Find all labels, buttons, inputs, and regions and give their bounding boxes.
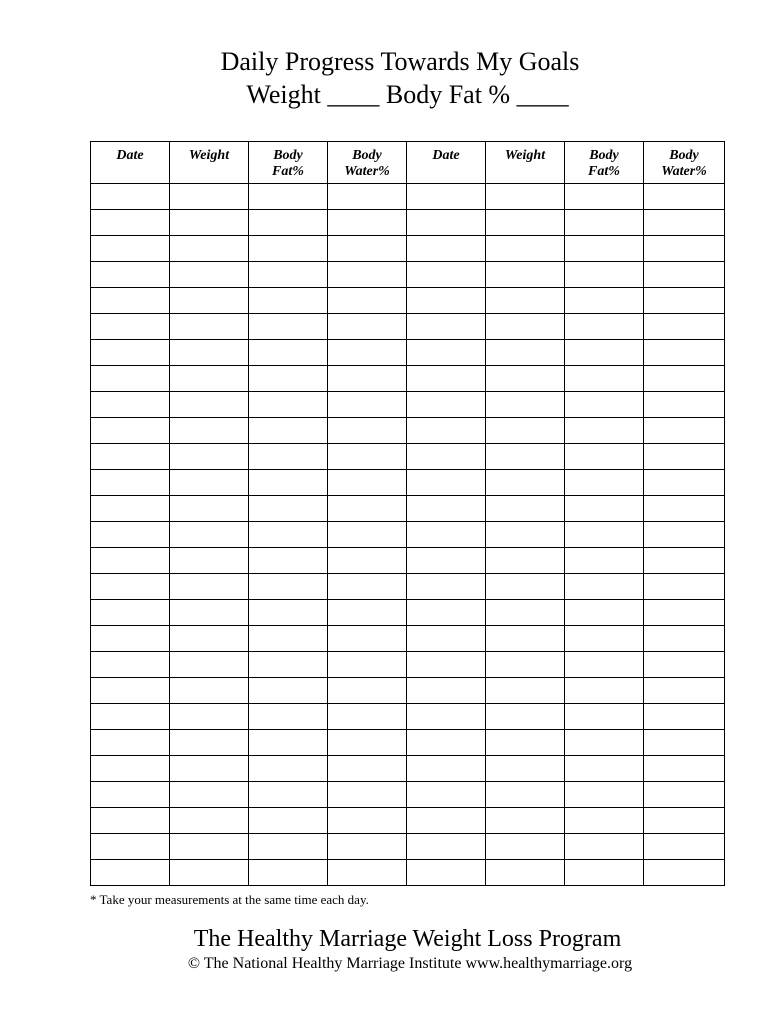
entry-cell[interactable] [644,652,725,678]
table-row [91,574,725,600]
entry-cell[interactable] [407,444,486,470]
table-row [91,652,725,678]
footnote: * Take your measurements at the same time each day. [90,892,369,907]
entry-cell[interactable] [565,730,644,756]
table-row [91,496,725,522]
entry-cell[interactable] [91,600,170,626]
progress-table [90,141,725,886]
entry-cell[interactable] [565,808,644,834]
entry-cell[interactable] [565,288,644,314]
entry-cell[interactable] [486,392,565,418]
entry-cell[interactable] [486,444,565,470]
col-header-label: Body [589,148,619,163]
entry-cell[interactable] [328,470,407,496]
entry-cell[interactable] [91,366,170,392]
table-row [91,600,725,626]
entry-cell[interactable] [249,600,328,626]
entry-cell[interactable] [486,496,565,522]
col-header-body-fat [249,142,328,184]
entry-cell[interactable] [644,470,725,496]
entry-cell[interactable] [486,574,565,600]
entry-cell[interactable] [249,496,328,522]
entry-cell[interactable] [170,340,249,366]
entry-cell[interactable] [249,652,328,678]
entry-cell[interactable] [644,340,725,366]
entry-cell[interactable] [91,782,170,808]
col-header-date [91,142,170,184]
entry-cell[interactable] [407,808,486,834]
entry-cell[interactable] [644,444,725,470]
program-name: The Healthy Marriage Weight Loss Program [193,926,622,952]
entry-cell[interactable] [486,366,565,392]
entry-cell[interactable] [644,600,725,626]
table-row [91,444,725,470]
entry-cell[interactable] [486,262,565,288]
table-row [91,288,725,314]
col-header-label: Body [669,148,699,163]
col-header-label: Water% [661,164,707,179]
entry-cell[interactable] [644,522,725,548]
entry-cell[interactable] [407,574,486,600]
entry-cell[interactable] [249,574,328,600]
goals-line: Weight ____ Body Fat % ____ [246,80,569,109]
table-row [91,314,725,340]
table-row [91,470,725,496]
entry-cell[interactable] [249,626,328,652]
entry-cell[interactable] [328,808,407,834]
entry-cell[interactable] [249,860,328,886]
entry-cell[interactable] [328,262,407,288]
entry-cell[interactable] [170,470,249,496]
entry-cell[interactable] [486,704,565,730]
entry-cell[interactable] [91,808,170,834]
table-row [91,366,725,392]
entry-cell[interactable] [328,548,407,574]
entry-cell[interactable] [328,288,407,314]
entry-cell[interactable] [91,522,170,548]
entry-cell[interactable] [249,548,328,574]
entry-cell[interactable] [328,860,407,886]
entry-cell[interactable] [407,314,486,340]
entry-cell[interactable] [486,184,565,210]
entry-cell[interactable] [91,652,170,678]
entry-cell[interactable] [407,288,486,314]
col-header-label: Fat% [588,164,620,179]
entry-cell[interactable] [486,808,565,834]
entry-cell[interactable] [249,470,328,496]
entry-cell[interactable] [91,288,170,314]
entry-cell[interactable] [407,470,486,496]
entry-cell[interactable] [170,756,249,782]
entry-cell[interactable] [407,392,486,418]
entry-cell[interactable] [565,470,644,496]
entry-cell[interactable] [565,704,644,730]
table-header-row [91,142,725,184]
entry-cell[interactable] [565,548,644,574]
col-header-weight [170,142,249,184]
entry-cell[interactable] [91,860,170,886]
table-row [91,548,725,574]
entry-cell[interactable] [328,704,407,730]
entry-cell[interactable] [486,834,565,860]
col-header-label: Weight [504,148,546,163]
copyright-line: © The National Healthy Marriage Institute www.healthymarriage.org [187,955,633,972]
table-row [91,834,725,860]
entry-cell[interactable] [170,782,249,808]
entry-cell[interactable] [486,626,565,652]
entry-cell[interactable] [91,262,170,288]
entry-cell[interactable] [328,392,407,418]
entry-cell[interactable] [486,314,565,340]
table-row [91,808,725,834]
entry-cell[interactable] [486,288,565,314]
entry-cell[interactable] [170,418,249,444]
entry-cell[interactable] [328,366,407,392]
entry-cell[interactable] [170,288,249,314]
entry-cell[interactable] [328,834,407,860]
entry-cell[interactable] [170,704,249,730]
page-title: Daily Progress Towards My Goals [220,47,580,76]
entry-cell[interactable] [170,444,249,470]
entry-cell[interactable] [407,678,486,704]
entry-cell[interactable] [565,522,644,548]
entry-cell[interactable] [644,730,725,756]
col-header-label: Date [432,148,460,163]
entry-cell[interactable] [249,392,328,418]
entry-cell[interactable] [565,626,644,652]
entry-cell[interactable] [644,626,725,652]
col-header-label: Date [116,148,144,163]
entry-cell[interactable] [486,236,565,262]
entry-cell[interactable] [170,496,249,522]
entry-cell[interactable] [328,574,407,600]
entry-cell[interactable] [249,418,328,444]
entry-cell[interactable] [644,574,725,600]
entry-cell[interactable] [170,262,249,288]
entry-cell[interactable] [170,522,249,548]
entry-cell[interactable] [644,392,725,418]
entry-cell[interactable] [565,782,644,808]
col-header-weight [486,142,565,184]
entry-cell[interactable] [91,574,170,600]
entry-cell[interactable] [91,626,170,652]
entry-cell[interactable] [249,444,328,470]
entry-cell[interactable] [91,444,170,470]
entry-cell[interactable] [328,236,407,262]
entry-cell[interactable] [91,184,170,210]
entry-cell[interactable] [565,496,644,522]
entry-cell[interactable] [91,756,170,782]
entry-cell[interactable] [170,834,249,860]
entry-cell[interactable] [170,184,249,210]
entry-cell[interactable] [328,210,407,236]
col-header-label: Weight [188,148,230,163]
table-row [91,756,725,782]
entry-cell[interactable] [486,730,565,756]
entry-cell[interactable] [644,236,725,262]
entry-cell[interactable] [328,756,407,782]
entry-cell[interactable] [407,730,486,756]
entry-cell[interactable] [644,366,725,392]
entry-cell[interactable] [565,600,644,626]
entry-cell[interactable] [486,418,565,444]
entry-cell[interactable] [170,392,249,418]
entry-cell[interactable] [91,834,170,860]
col-header-label: Fat% [272,164,304,179]
entry-cell[interactable] [249,210,328,236]
entry-cell[interactable] [486,652,565,678]
entry-cell[interactable] [170,210,249,236]
entry-cell[interactable] [249,236,328,262]
entry-cell[interactable] [328,418,407,444]
entry-cell[interactable] [249,834,328,860]
entry-cell[interactable] [407,184,486,210]
entry-cell[interactable] [407,548,486,574]
col-header-body-water [644,142,725,184]
entry-cell[interactable] [407,626,486,652]
entry-cell[interactable] [644,418,725,444]
entry-cell[interactable] [565,366,644,392]
entry-cell[interactable] [565,392,644,418]
table-row [91,730,725,756]
entry-cell[interactable] [328,314,407,340]
entry-cell[interactable] [328,600,407,626]
entry-cell[interactable] [91,236,170,262]
entry-cell[interactable] [249,808,328,834]
table-row [91,340,725,366]
entry-cell[interactable] [407,366,486,392]
entry-cell[interactable] [565,860,644,886]
entry-cell[interactable] [170,548,249,574]
entry-cell[interactable] [249,184,328,210]
entry-cell[interactable] [407,860,486,886]
entry-cell[interactable] [565,262,644,288]
entry-cell[interactable] [565,444,644,470]
entry-cell[interactable] [170,366,249,392]
entry-cell[interactable] [91,314,170,340]
entry-cell[interactable] [328,340,407,366]
entry-cell[interactable] [170,600,249,626]
entry-cell[interactable] [407,496,486,522]
entry-cell[interactable] [486,340,565,366]
entry-cell[interactable] [328,678,407,704]
entry-cell[interactable] [486,522,565,548]
entry-cell[interactable] [91,340,170,366]
table-row [91,262,725,288]
entry-cell[interactable] [328,496,407,522]
col-header-body-fat [565,142,644,184]
entry-cell[interactable] [328,652,407,678]
entry-cell[interactable] [407,704,486,730]
entry-cell[interactable] [170,574,249,600]
entry-cell[interactable] [249,704,328,730]
entry-cell[interactable] [170,652,249,678]
entry-cell[interactable] [644,496,725,522]
entry-cell[interactable] [249,340,328,366]
entry-cell[interactable] [328,626,407,652]
table-row [91,184,725,210]
entry-cell[interactable] [170,808,249,834]
entry-cell[interactable] [91,730,170,756]
entry-cell[interactable] [407,782,486,808]
entry-cell[interactable] [91,704,170,730]
entry-cell[interactable] [91,470,170,496]
entry-cell[interactable] [565,756,644,782]
entry-cell[interactable] [407,834,486,860]
entry-cell[interactable] [486,678,565,704]
entry-cell[interactable] [170,314,249,340]
entry-cell[interactable] [170,730,249,756]
entry-cell[interactable] [644,288,725,314]
entry-cell[interactable] [249,678,328,704]
entry-cell[interactable] [328,184,407,210]
entry-cell[interactable] [644,782,725,808]
entry-cell[interactable] [407,262,486,288]
entry-cell[interactable] [328,730,407,756]
entry-cell[interactable] [170,678,249,704]
entry-cell[interactable] [170,236,249,262]
entry-cell[interactable] [644,184,725,210]
table-row [91,392,725,418]
entry-cell[interactable] [565,314,644,340]
entry-cell[interactable] [644,548,725,574]
table-row [91,418,725,444]
table-row [91,860,725,886]
entry-cell[interactable] [565,652,644,678]
table-row [91,236,725,262]
col-header-label: Body [352,148,382,163]
entry-cell[interactable] [249,756,328,782]
entry-cell[interactable] [407,756,486,782]
table-row [91,210,725,236]
entry-cell[interactable] [644,808,725,834]
entry-cell[interactable] [565,678,644,704]
entry-cell[interactable] [249,288,328,314]
table-row [91,704,725,730]
entry-cell[interactable] [170,626,249,652]
table-body [91,184,725,886]
entry-cell[interactable] [644,860,725,886]
entry-cell[interactable] [91,418,170,444]
entry-cell[interactable] [328,522,407,548]
entry-cell[interactable] [486,860,565,886]
entry-cell[interactable] [249,730,328,756]
col-header-date [407,142,486,184]
entry-cell[interactable] [91,548,170,574]
table-row [91,626,725,652]
entry-cell[interactable] [486,600,565,626]
entry-cell[interactable] [328,444,407,470]
entry-cell[interactable] [407,652,486,678]
entry-cell[interactable] [91,496,170,522]
entry-cell[interactable] [407,600,486,626]
col-header-body-water [328,142,407,184]
entry-cell[interactable] [249,782,328,808]
entry-cell[interactable] [407,522,486,548]
entry-cell[interactable] [170,860,249,886]
entry-cell[interactable] [328,782,407,808]
entry-cell[interactable] [644,834,725,860]
entry-cell[interactable] [249,366,328,392]
entry-cell[interactable] [565,418,644,444]
entry-cell[interactable] [565,834,644,860]
entry-cell[interactable] [644,314,725,340]
entry-cell[interactable] [407,418,486,444]
entry-cell[interactable] [565,210,644,236]
col-header-label: Body [273,148,303,163]
col-header-label: Water% [344,164,390,179]
table-row [91,522,725,548]
entry-cell[interactable] [249,262,328,288]
entry-cell[interactable] [407,236,486,262]
entry-cell[interactable] [565,236,644,262]
entry-cell[interactable] [565,340,644,366]
entry-cell[interactable] [407,340,486,366]
entry-cell[interactable] [249,522,328,548]
entry-cell[interactable] [91,210,170,236]
entry-cell[interactable] [644,210,725,236]
entry-cell[interactable] [486,782,565,808]
entry-cell[interactable] [486,756,565,782]
entry-cell[interactable] [486,210,565,236]
entry-cell[interactable] [486,548,565,574]
entry-cell[interactable] [407,210,486,236]
entry-cell[interactable] [249,314,328,340]
entry-cell[interactable] [565,184,644,210]
entry-cell[interactable] [644,756,725,782]
table-row [91,782,725,808]
entry-cell[interactable] [486,470,565,496]
entry-cell[interactable] [91,392,170,418]
entry-cell[interactable] [91,678,170,704]
entry-cell[interactable] [644,704,725,730]
entry-cell[interactable] [644,678,725,704]
entry-cell[interactable] [644,262,725,288]
entry-cell[interactable] [565,574,644,600]
table-row [91,678,725,704]
